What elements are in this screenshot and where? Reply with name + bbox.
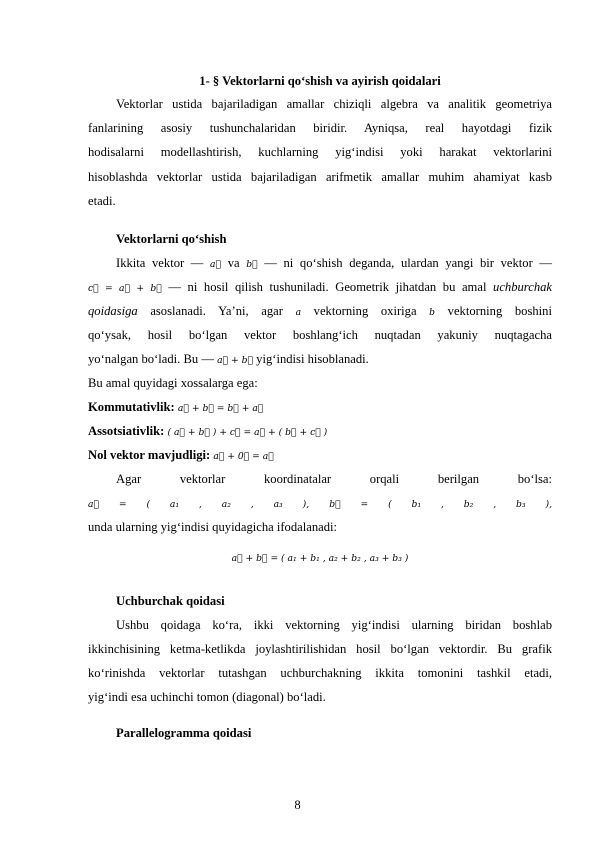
triangle-line-1: Ushbu qoidaga ko‘ra, ikki vektorning yig‘indisi ularning biridan boshlab	[116, 618, 552, 632]
math-vector-b-plain: b	[429, 307, 436, 318]
math-a-coordinates: a⃗ = ( a₁ , a₂ , a₃ ),	[88, 499, 310, 510]
addition-line-2: c⃗ = a⃗ + b⃗ — ni hosil qilish tushuniladi. Geometrik jihatdan bu amal uchburchak	[88, 280, 552, 294]
property-associative: Assotsiativlik: ( a⃗ + b⃗ ) + c⃗ = a⃗ + ( b⃗ + c⃗ )	[88, 424, 328, 438]
addition-line-1: Ikkita vektor — a⃗ va b⃗ — ni qo‘shish deganda, ulardan yangi bir vektor —	[116, 256, 552, 270]
math-associative: ( a⃗ + b⃗ ) + c⃗ = a⃗ + ( b⃗ + c⃗ )	[167, 427, 328, 438]
math-vector-a-plain: a	[295, 307, 302, 318]
property-commutative: Kommutativlik: a⃗ + b⃗ = b⃗ + a⃗	[88, 400, 264, 414]
triangle-line-4: yig‘indi esa uchinchi tomon (diagonal) bo‘ladi.	[88, 690, 326, 704]
math-a-plus-b: a⃗ + b⃗	[217, 355, 254, 366]
coord-line: Agar vektorlar koordinatalar orqali berilgan bo‘lsa:	[116, 472, 553, 486]
property-zero-vector: Nol vektor mavjudligi: a⃗ + 0⃗ = a⃗	[88, 448, 274, 462]
triangle-line-3: ko‘rinishda vektorlar tutashgan uchburchakning ikkita tomonini tashkil etadi,	[88, 666, 552, 680]
math-c-definition: c⃗ = a⃗ + b⃗	[88, 283, 162, 294]
math-b-coordinates: b⃗ = ( b₁ , b₂ , b₃ ),	[329, 499, 552, 510]
section-title: 1- § Vektorlarni qo‘shish va ayirish qoidalari	[199, 74, 441, 88]
intro-line-1: Vektorlar ustida bajariladigan amallar chiziqli algebra va analitik geometriya	[116, 97, 552, 111]
math-commutative: a⃗ + b⃗ = b⃗ + a⃗	[177, 403, 264, 414]
math-zero: a⃗ + 0⃗ = a⃗	[213, 451, 274, 462]
addition-line-5: yo‘nalgan bo‘ladi. Bu — a⃗ + b⃗ yig‘indisi hisoblanadi.	[88, 352, 369, 366]
sum-intro: unda ularning yig‘indisi quyidagicha ifodalanadi:	[88, 520, 338, 534]
page-number: 8	[294, 798, 301, 812]
coord-formulas	[88, 496, 552, 512]
math-sum-coordinates: a⃗ + b⃗ = ( a₁ + b₁ , a₂ + b₂ , a₃ + b₃ )	[231, 553, 409, 564]
heading-triangle-rule: Uchburchak qoidasi	[116, 594, 225, 608]
heading-vector-addition: Vektorlarni qo‘shish	[116, 232, 227, 246]
intro-line-2: fanlarining asosiy tushunchalaridan biridir. Ayniqsa, real hayotdagi fizik	[88, 121, 552, 135]
math-vector-b: b⃗	[246, 259, 258, 270]
intro-line-4: hisoblashda vektorlar ustida bajariladigan arifmetik amallar muhim ahamiyat kasb	[88, 170, 552, 184]
heading-parallelogram-rule: Parallelogramma qoidasi	[116, 726, 252, 740]
intro-line-3: hodisalarni modellashtirish, kuchlarning yig‘indisi yoki harakat vektorlarini	[88, 145, 552, 159]
math-vector-a: a⃗	[210, 259, 222, 270]
addition-line-4: qo‘ysak, hosil bo‘lgan vektor boshlang‘ich nuqtadan yakuniy nuqtagacha	[88, 328, 552, 342]
properties-intro: Bu amal quyidagi xossalarga ega:	[88, 376, 258, 390]
intro-line-5: etadi.	[88, 194, 116, 208]
addition-line-3: qoidasiga asoslanadi. Ya’ni, agar a vektorning oxiriga b vektorning boshini	[88, 304, 552, 318]
triangle-line-2: ikkinchisining ketma-ketlikda joylashtirilishidan hosil bo‘lgan vektordir. Bu grafik	[88, 642, 552, 656]
